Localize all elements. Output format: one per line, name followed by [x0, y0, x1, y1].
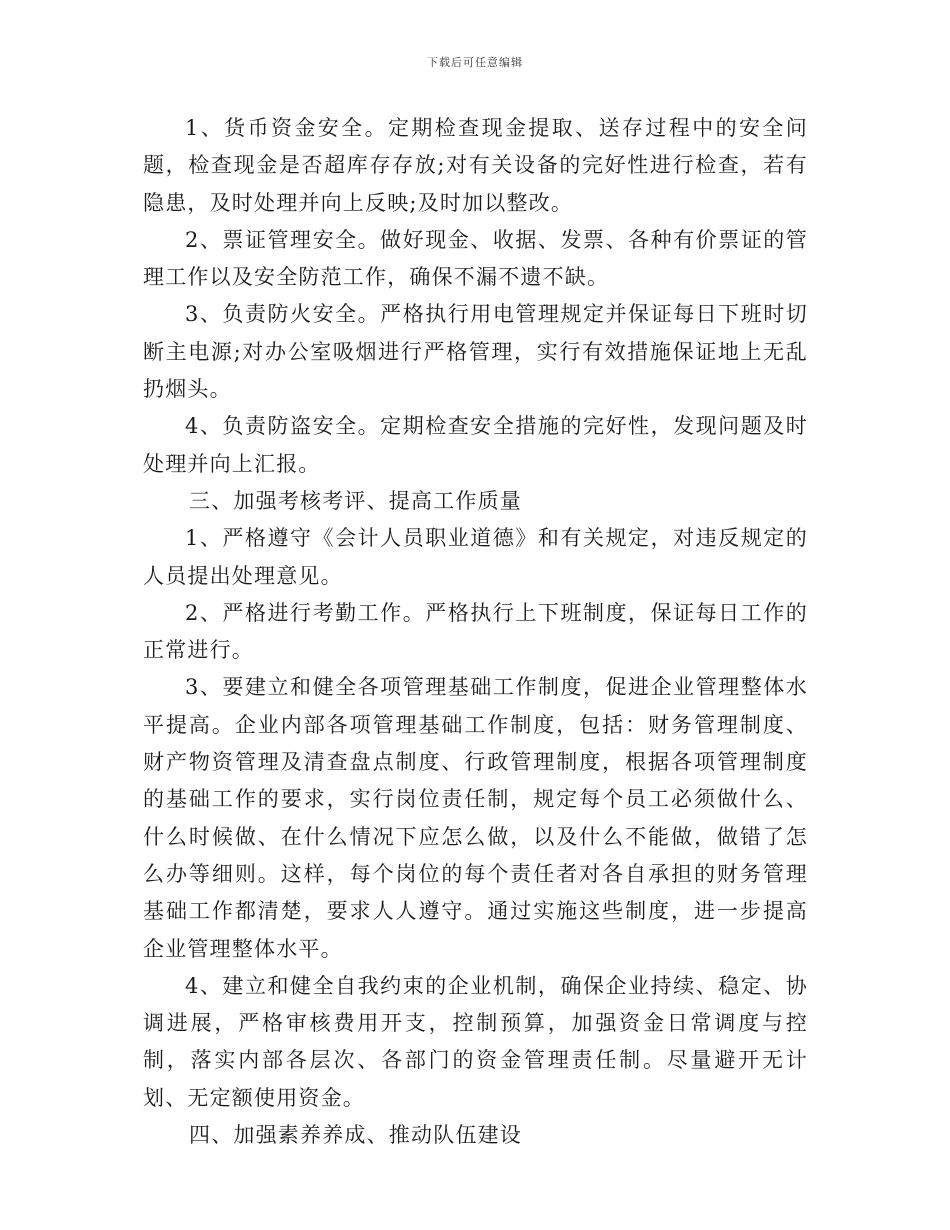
paragraph-fire-safety: 3、负责防火安全。严格执行用电管理规定并保证每日下班时切断主电源;对办公室吸烟进行严格管理，实行有效措施保证地上无乱扔烟头。: [143, 302, 808, 402]
paragraph-attendance: 2、严格进行考勤工作。严格执行上下班制度，保证每日工作的正常进行。: [143, 600, 808, 663]
paragraph-currency-safety: 1、货币资金安全。定期检查现金提取、送存过程中的安全问题，检查现金是否超库存存放;对有关设备的完好性进行检查，若有隐患，及时处理并向上反映;及时加以整改。: [143, 116, 808, 215]
section-heading-4: 四、加强素养养成、推动队伍建设: [189, 1123, 522, 1148]
paragraph-management-system: 3、要建立和健全各项管理基础工作制度，促进企业管理整体水平提高。企业内部各项管理基础工作制度，包括：财务管理制度、财产物资管理及清查盘点制度、行政管理制度，根据各项管理制度的基础工作的要求，实行岗位责任制，规定每个员工必须做什么、什么时候做、在什么情况下应怎么做，以及什么不能做，做错了怎么办等细则。这样，每个岗位的每个责任者对各自承担的财务管理基础工作都清楚，要求人人遵守。通过实施这些制度，进一步提高企业管理整体水平。: [143, 675, 808, 961]
section-heading-3: 三、加强考核考评、提高工作质量: [189, 488, 522, 513]
paragraph-voucher-safety: 2、票证管理安全。做好现金、收据、发票、各种有价票证的管理工作以及安全防范工作，确保不漏不遗不缺。: [143, 227, 808, 290]
document-body: [143, 110, 808, 1154]
paragraph-theft-safety: 4、负责防盗安全。定期检查安全措施的完好性，发现问题及时处理并向上汇报。: [143, 414, 808, 476]
paragraph-self-discipline: 4、建立和健全自我约束的企业机制，确保企业持续、稳定、协调进展，严格审核费用开支，控制预算，加强资金日常调度与控制，落实内部各层次、各部门的资金管理责任制。尽量避开无计划、无定额使用资金。: [143, 973, 808, 1110]
header-note: 下载后可任意编辑: [427, 56, 523, 69]
paragraph-ethics: 1、严格遵守《会计人员职业道德》和有关规定，对违反规定的人员提出处理意见。: [143, 526, 808, 588]
